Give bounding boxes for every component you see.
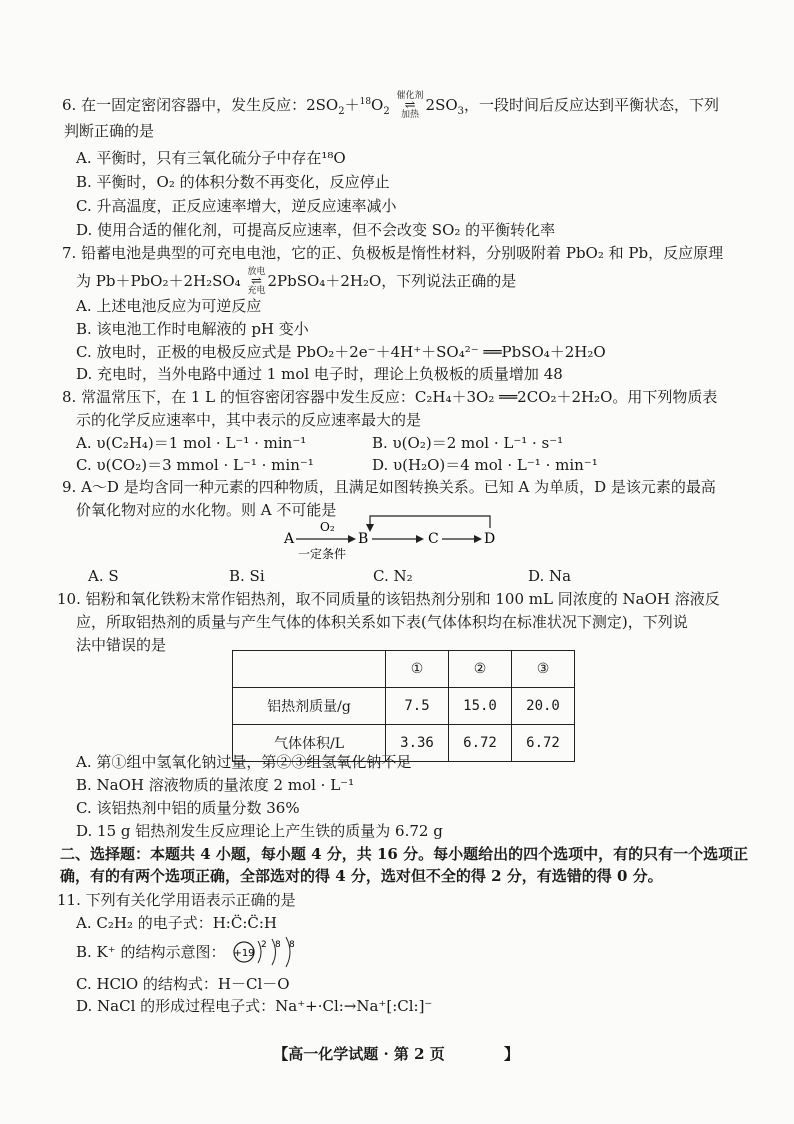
q9-options xyxy=(0,566,794,586)
q10-option-d: D. 15 g 铝热剂发生反应理论上产生铁的质量为 6.72 g xyxy=(76,822,443,840)
table-cell: 6.72 xyxy=(449,725,512,762)
q9-stem: 9. A～D 是均含同一种元素的四种物质，且满足如图转换关系。已知 A 为单质，D 是该元素的最高 xyxy=(62,478,716,496)
discharge-charge-arrow: 放电 ⇌ 充电 xyxy=(247,267,266,296)
section2-instructions-line2: 确，有的有两个选项正确，全部选对的得 4 分，选对但不全的得 2 分，有选错的得 0 分。 xyxy=(60,867,663,885)
q11-option-b-label: B. K⁺ 的结构示意图： xyxy=(76,943,226,961)
scheme-node-b: B xyxy=(358,531,369,547)
q10-option-c: C. 该铝热剂中铝的质量分数 36% xyxy=(76,799,300,817)
q6-stem-part-b: 2SO xyxy=(425,96,458,114)
q11-option-d: D. NaCl 的形成过程电子式：Na⁺+·Cl:→Na⁺[:Cl:]⁻ xyxy=(76,997,433,1015)
q7-stem-part-b: 2PbSO₄＋2H₂O，下列说法正确的是 xyxy=(267,272,517,290)
q11-option-b xyxy=(76,933,310,971)
q7-stem-line2 xyxy=(76,268,516,296)
scheme-arrowhead-a-b xyxy=(348,535,356,543)
q8-stem: 8. 常温常压下，在 1 L 的恒容密闭容器中发生反应：C₂H₄＋3O₂ ══2CO₂＋2H₂O。用下列物质表 xyxy=(62,388,718,406)
footer-bracket: 】 xyxy=(504,1045,520,1063)
table-header-cell: ③ xyxy=(512,651,575,688)
q6-option-d: D. 使用合适的催化剂，可提高反应速率，但不会改变 SO₂ 的平衡转化率 xyxy=(76,221,556,239)
q7-option-c: C. 放电时，正极的电极反应式是 PbO₂＋2e⁻＋4H⁺＋SO₄²⁻ ══PbSO₄＋2H₂O xyxy=(76,343,606,361)
q9-stem-line2: 价氧化物对应的水化物。则 A 不可能是 xyxy=(76,501,337,519)
q9-option-b: B. Si xyxy=(229,567,265,585)
scheme-label-o2: O₂ xyxy=(320,520,335,534)
q10-stem-line2: 应，所取铝热剂的质量与产生气体的体积关系如下表(气体体积均在标准状况下测定)，下列说 xyxy=(76,613,688,631)
q6-option-b: B. 平衡时，O₂ 的体积分数不再变化，反应停止 xyxy=(76,173,390,191)
catalyst-equilibrium-arrow: 催化剂 ⇌ 加热 xyxy=(396,91,424,120)
q10-option-a: A. 第①组中氢氧化钠过量，第②③组氢氧化钠不足 xyxy=(76,753,412,771)
table-header-cell xyxy=(233,651,386,688)
table-header-cell: ① xyxy=(386,651,449,688)
table-row xyxy=(233,688,575,725)
q10-stem: 10. 铝粉和氧化铁粉末常作铝热剂，取不同质量的该铝热剂分别和 100 mL 同浓度的 NaOH 溶液反 xyxy=(57,590,720,608)
table-cell: 7.5 xyxy=(386,688,449,725)
q6-option-c: C. 升高温度，正反应速率增大，逆反应速率减小 xyxy=(76,197,397,215)
table-header-cell: ② xyxy=(449,651,512,688)
scheme-node-c: C xyxy=(428,531,439,547)
q6-stem-part-c: ，一段时间后反应达到平衡状态，下列 xyxy=(464,96,720,114)
k-ion-structure-diagram xyxy=(230,933,310,971)
q11-option-a: A. C₂H₂ 的电子式：H:C̈:C̈:H xyxy=(76,914,277,932)
scheme-node-d: D xyxy=(484,531,496,547)
q6-arrow-bottom: 加热 xyxy=(401,110,420,120)
page-footer xyxy=(0,1043,794,1064)
q6-option-a: A. 平衡时，只有三氧化硫分子中存在¹⁸O xyxy=(76,149,346,167)
footer-text: 【高一化学试题 · 第 2 页 xyxy=(273,1045,445,1063)
q7-stem-part-a: 为 Pb＋PbO₂＋2H₂SO₄ xyxy=(76,272,241,290)
table-cell: 3.36 xyxy=(386,725,449,762)
q6-arrow-top: 催化剂 xyxy=(396,91,424,101)
section2-instructions-line1: 二、选择题：本题共 4 小题，每小题 4 分，共 16 分。每小题给出的四个选项中，有的只有一个选项正 xyxy=(60,845,749,863)
q6-stem-part-a: 6. 在一固定密闭容器中，发生反应：2SO xyxy=(62,96,339,114)
table-cell: 6.72 xyxy=(512,725,575,762)
table-cell: 15.0 xyxy=(449,688,512,725)
q6-stem: 6. 在一固定密闭容器中，发生反应：$2SO_2+^{18}O_2$ 催化剂 ⇌ 加热$2SO_3$，一段时间后反应达到平衡状态，下列 xyxy=(62,91,720,120)
q7-arrow-top: 放电 xyxy=(247,267,266,277)
q9-option-c: C. N₂ xyxy=(373,567,413,585)
table-row-label: 气体体积/L xyxy=(233,725,386,762)
q11-stem: 11. 下列有关化学用语表示正确的是 xyxy=(57,891,296,909)
q7-option-b: B. 该电池工作时电解液的 pH 变小 xyxy=(76,320,309,338)
table-header-row xyxy=(233,651,575,688)
scheme-arrowhead-c-d xyxy=(474,535,482,543)
q8-option-c: C. υ(CO₂)＝3 mmol · L⁻¹ · min⁻¹ xyxy=(76,456,314,474)
scheme-label-condition: 一定条件 xyxy=(298,547,347,561)
shell-electron-count: 2 xyxy=(261,940,267,950)
q8-option-b: B. υ(O₂)＝2 mol · L⁻¹ · s⁻¹ xyxy=(372,434,564,452)
table-row-label: 铝热剂质量/g xyxy=(233,688,386,725)
shell-electron-count: 8 xyxy=(289,940,295,950)
scheme-arrowhead-b-c xyxy=(416,535,424,543)
scheme-arrow-d-b xyxy=(370,516,490,528)
q7-stem: 7. 铅蓄电池是典型的可充电电池，它的正、负极板是惰性材料，分别吸附着 PbO₂ 和 Pb，反应原理 xyxy=(62,244,724,262)
q7-arrow-bottom: 充电 xyxy=(247,286,266,296)
table-cell: 20.0 xyxy=(512,688,575,725)
shell-electron-count: 8 xyxy=(275,940,281,950)
conversion-scheme xyxy=(280,510,510,562)
q11-option-c: C. HClO 的结构式：H－Cl－O xyxy=(76,975,290,993)
q9-option-d: D. Na xyxy=(528,567,572,585)
scheme-node-a: A xyxy=(284,531,295,547)
q8-stem-line2: 示的化学反应速率中，其中表示的反应速率最大的是 xyxy=(76,411,422,429)
aluminothermic-table xyxy=(232,650,575,762)
q7-option-a: A. 上述电池反应为可逆反应 xyxy=(76,297,262,315)
q8-option-d: D. υ(H₂O)＝4 mol · L⁻¹ · min⁻¹ xyxy=(372,456,598,474)
q10-stem-line3: 法中错误的是 xyxy=(76,636,167,654)
nucleus-charge: +19 xyxy=(233,948,255,959)
q10-option-b: B. NaOH 溶液物质的量浓度 2 mol · L⁻¹ xyxy=(76,776,355,794)
q6-stem-line2: 判断正确的是 xyxy=(64,122,155,140)
q9-option-a: A. S xyxy=(88,567,119,585)
q8-option-a: A. υ(C₂H₄)＝1 mol · L⁻¹ · min⁻¹ xyxy=(76,434,307,452)
q7-option-d: D. 充电时，当外电路中通过 1 mol 电子时，理论上负极板的质量增加 48 xyxy=(76,365,563,383)
